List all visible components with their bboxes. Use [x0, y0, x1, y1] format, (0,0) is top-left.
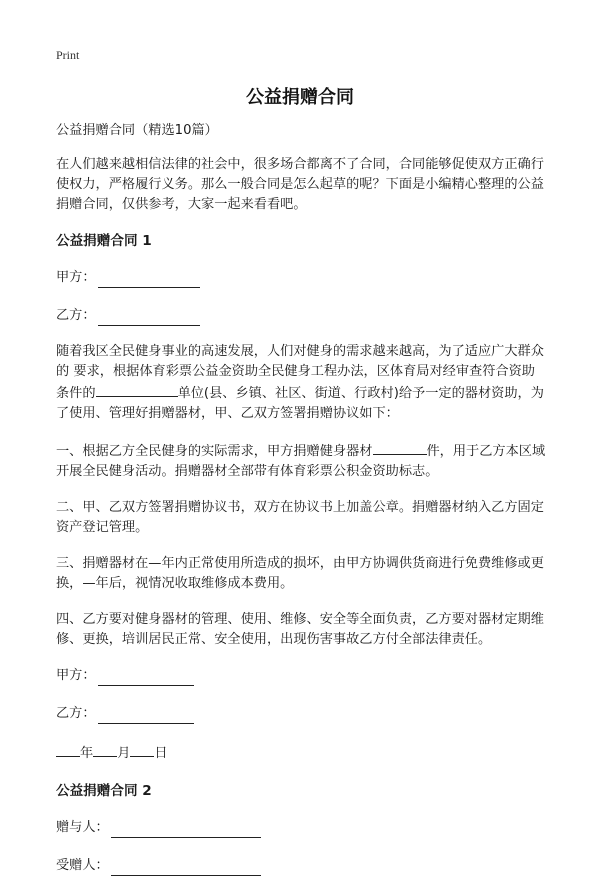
year-blank: [56, 742, 80, 757]
donor-field: [56, 818, 548, 838]
clause-3: 三、捐赠器材在—年内正常使用所造成的损坏，由甲方协调供货商进行免费维修或更换，—年后，视情况收取维修成本费用。: [56, 556, 544, 591]
clause-4: 四、乙方要对健身器材的管理、使用、维修、安全等全面负责，乙方要对器材定期维修、更换，培训居民正常、安全使用，出现伤害事故乙方付全部法律责任。: [56, 612, 544, 647]
party-a-label: 甲方：: [56, 270, 96, 285]
document-body: [56, 121, 548, 894]
signing-date: [56, 742, 548, 764]
donee-field: [56, 856, 548, 876]
party-a-field: [56, 268, 548, 288]
section-heading-2: 公益捐赠合同 2: [56, 783, 152, 799]
party-b-label: 乙方：: [56, 308, 96, 323]
page-title: 公益捐赠合同: [246, 87, 354, 108]
sign-party-b-label: 乙方：: [56, 706, 96, 721]
clause1-part-b: 件，用于乙方本区域开展全民健身活动。捐赠器材全部带有体育彩票公积金资助标志。: [56, 444, 546, 479]
print-link[interactable]: Print: [56, 48, 80, 62]
para1-part-a: 随着我区全民健身事业的高速发展，人们对健身的需求越来越高，为了适应广大群众的 要求，根据体育彩票公益金资助全民健身工程办法，区体育局对经审查符合资助条件的: [56, 344, 544, 401]
sign-party-a-label: 甲方：: [56, 668, 96, 683]
sign-party-a-blank: [98, 670, 194, 686]
intro-paragraph: 在人们越来越相信法律的社会中，很多场合都离不了合同，合同能够促使双方正确行使权力，严格履行义务。那么一般合同是怎么起草的呢？下面是小编精心整理的公益捐赠合同，仅供参考，大家一起来看看吧。: [56, 157, 544, 212]
quantity-blank: [373, 440, 427, 455]
party-a-blank: [98, 272, 200, 288]
clause-1: [56, 440, 548, 482]
donor-blank: [111, 822, 261, 838]
donor-label: 赠与人：: [56, 820, 109, 835]
party-b-blank: [98, 310, 200, 326]
donee-blank: [111, 860, 261, 876]
clause1-part-a: 一、根据乙方全民健身的实际需求，甲方捐赠健身器材: [56, 444, 373, 459]
sign-party-a-field: [56, 666, 548, 686]
party-b-field: [56, 306, 548, 326]
day-label: 日: [154, 746, 168, 761]
sign-party-b-blank: [98, 708, 194, 724]
unit-blank: [96, 382, 178, 397]
clause-intro-paragraph: [56, 342, 548, 424]
sign-party-b-field: [56, 704, 548, 724]
day-blank: [130, 742, 154, 757]
document-subtitle: 公益捐赠合同（精选10篇）: [56, 123, 218, 138]
clause-2: 二、甲、乙双方签署捐赠协议书，双方在协议书上加盖公章。捐赠器材纳入乙方固定资产登记管理。: [56, 500, 544, 535]
section-heading-1: 公益捐赠合同 1: [56, 233, 152, 249]
month-label: 月: [117, 746, 131, 761]
year-label: 年: [80, 746, 94, 761]
para1-part-b: 单位(县、乡镇、社区、街道、行政村)给予一定的器材资助，为了使用、管理好捐赠器材，甲、乙双方签署捐赠协议如下：: [56, 386, 544, 421]
donee-label: 受赠人：: [56, 858, 109, 873]
month-blank: [93, 742, 117, 757]
